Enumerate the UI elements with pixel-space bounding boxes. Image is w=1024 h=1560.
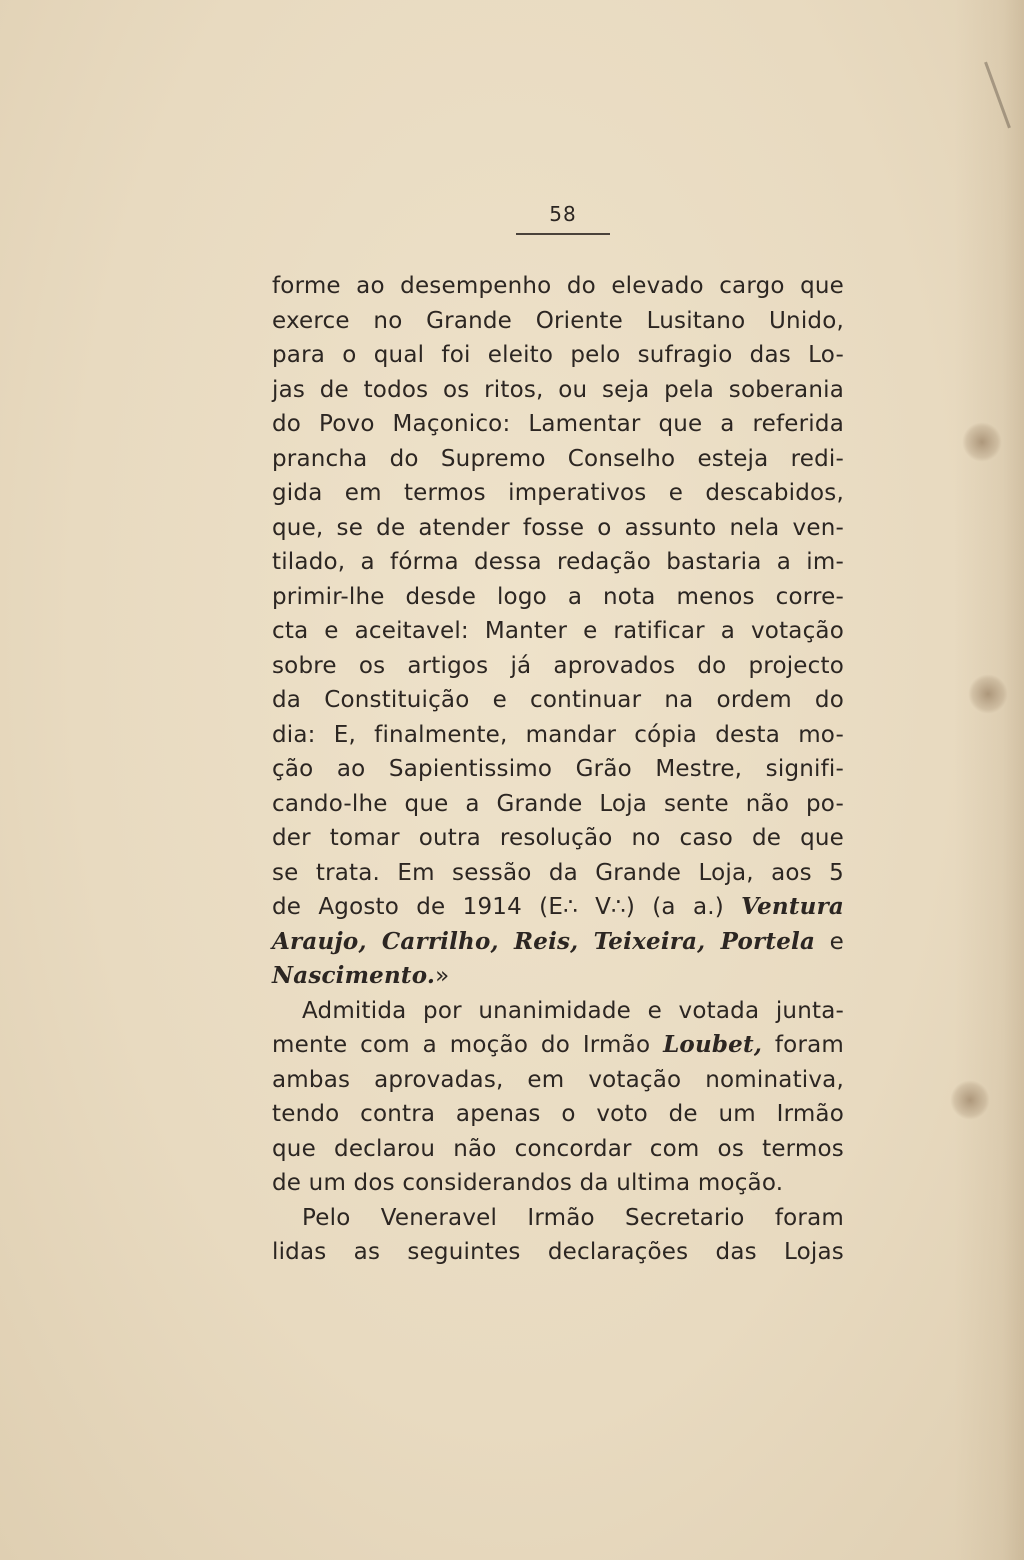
text-line	[272, 407, 844, 442]
italic-name: Ventura	[741, 893, 844, 920]
page-edge-shadow	[954, 0, 1024, 1560]
text-segment: Admitida por unanimidade e votada junta-	[302, 997, 844, 1024]
text-line	[272, 1166, 844, 1201]
text-segment: sobre os artigos já aprovados do projecto	[272, 652, 844, 679]
text-segment: para o qual foi eleito pelo sufragio das Lo-	[272, 342, 844, 368]
margin-stain	[950, 1080, 990, 1120]
text-line	[272, 1097, 844, 1132]
text-segment: cando-lhe que a Grande Loja sente não po-	[272, 790, 844, 817]
text-line	[272, 1063, 844, 1098]
text-segment: »	[435, 963, 450, 989]
text-segment: der tomar outra resolução no caso de que	[272, 825, 844, 851]
text-line	[272, 1201, 844, 1236]
text-segment: exerce no Grande Oriente Lusitano Unido,	[272, 307, 844, 334]
text-line	[272, 476, 844, 511]
text-segment: ção ao Sapientissimo Grão Mestre, signifi-	[272, 756, 844, 782]
body-text	[272, 269, 844, 1270]
text-segment: da Constituição e continuar na ordem do	[272, 687, 844, 713]
text-line	[272, 752, 844, 787]
text-line	[272, 649, 844, 684]
text-segment: Pelo Veneravel Irmão Secretario foram	[302, 1204, 844, 1231]
text-line	[272, 304, 844, 339]
text-segment: primir-lhe desde logo a nota menos corre-	[272, 583, 844, 610]
text-segment: foram	[762, 1032, 844, 1058]
text-line	[272, 1235, 844, 1270]
italic-name: Araujo, Carrilho, Reis, Teixeira, Portela	[272, 927, 816, 955]
text-line	[272, 1132, 844, 1167]
text-segment: do Povo Maçonico: Lamentar que a referida	[272, 411, 844, 437]
text-segment: tendo contra apenas o voto de um Irmão	[272, 1101, 844, 1127]
text-line	[272, 614, 844, 649]
text-segment: gida em termos imperativos e descabidos,	[272, 480, 844, 506]
text-line	[272, 787, 844, 822]
margin-stain	[962, 422, 1002, 462]
text-line	[272, 1028, 844, 1063]
text-segment: ambas aprovadas, em votação nominativa,	[272, 1066, 844, 1093]
text-segment: que declarou não concordar com os termos	[272, 1135, 844, 1162]
text-line	[272, 683, 844, 718]
text-segment: prancha do Supremo Conselho esteja redi-	[272, 445, 844, 472]
text-line	[272, 856, 844, 891]
text-segment: de um dos considerandos da ultima moção.	[272, 1170, 784, 1196]
text-segment: de Agosto de 1914 (E∴ V∴) (a a.)	[272, 894, 742, 920]
margin-stain	[968, 674, 1008, 714]
text-line	[272, 580, 844, 615]
text-line	[272, 373, 844, 408]
text-line	[272, 959, 844, 994]
text-segment: se trata. Em sessão da Grande Loja, aos 5	[272, 859, 844, 886]
text-segment: lidas as seguintes declarações das Lojas	[272, 1239, 844, 1265]
text-segment: jas de todos os ritos, ou seja pela soberania	[272, 376, 844, 403]
text-line	[272, 545, 844, 580]
text-segment: e	[815, 928, 844, 955]
text-segment: cta e aceitavel: Manter e ratificar a votação	[272, 618, 844, 644]
text-line	[272, 718, 844, 753]
text-segment: que, se de atender fosse o assunto nela ven-	[272, 514, 844, 541]
text-line	[272, 442, 844, 477]
italic-name: Loubet,	[663, 1031, 763, 1058]
text-segment: tilado, a fórma dessa redação bastaria a im-	[272, 549, 844, 575]
text-line	[272, 338, 844, 373]
text-segment: dia: E, finalmente, mandar cópia desta mo-	[272, 721, 844, 748]
text-line	[272, 269, 844, 304]
text-line	[272, 994, 844, 1029]
text-line	[272, 511, 844, 546]
page-number: 58	[549, 202, 577, 226]
text-line	[272, 925, 844, 960]
text-segment: forme ao desempenho do elevado cargo que	[272, 273, 844, 299]
italic-name: Nascimento.	[272, 962, 436, 989]
text-line	[272, 821, 844, 856]
text-line	[272, 890, 844, 925]
text-segment: mente com a moção do Irmão	[272, 1032, 664, 1058]
page-number-rule	[516, 233, 610, 235]
